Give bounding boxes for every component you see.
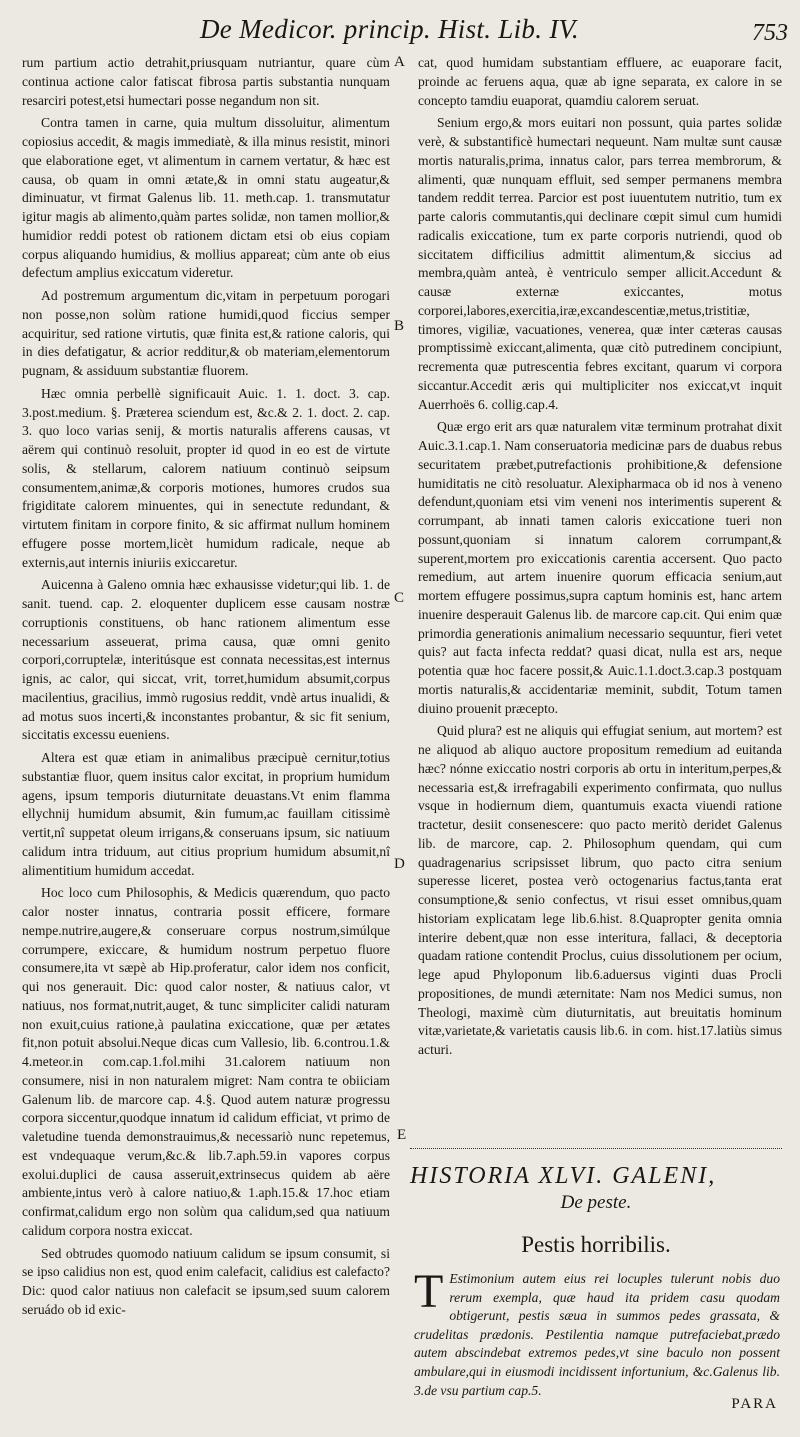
left-paragraph: Auicenna à Galeno omnia hæc exhausisse videtur;qui lib. 1. de sanit. tuend. cap. 2. eloquenter duplicem esse causam nostræ corruptionis constituens, ob hanc rationem alimentum esse necessarium asseuerat, prima causa, quæ omni genito corpori,corruptelæ, interitúsque est connata necessitas,est internus ignis, ac calor, qui siccat, vrit, torret,humidum absumit,corpus macilentius, gracilius, immò rugosius reddit, vndè artus inualidi, & ad motus suos incerti,& inconstantes probantur, & sic fit senium, siccitatis excessu eueniens. (22, 577, 390, 743)
right-column (418, 54, 782, 1064)
margin-letter-a: A (394, 54, 405, 70)
section-title: Pestis horribilis. (521, 1232, 671, 1257)
right-paragraph: Senium ergo,& mors euitari non possunt, quia partes solidæ verè, & substantificè humectari nequeunt. Nam multæ sunt causæ mortis naturalis,prima, innatus calor, pars terrea membrorum, & alimenti, quæ nunquam effluit, sed semper permanens membra tandem reddit terrea. Parcior est post iuuentutem nutritio, tum ex parte caloris commutantis,qui declinare cœpit simul cum humidi radicalis exiccatione, tum ex parte corporis nutriendi, quod ob siccitatem difficilius admittit alimentum,& siccius ad membra,quàm anteà, è ventriculo semper allicit.Accedunt & causæ externæ exiccantes, motus corporei,labores,exercitia,iræ,excandescentiæ,metus,tristitiæ, timores, vigiliæ, vacuationes, venerea, quæ inter cæteras causas promptissimè exiccant,alimenta, quæ citò putredinem concipiunt, recrementa quæ putrescentia febres excitant, quarum vi corpora siccantur.Accedit æris qui multipliciter nos exiccat,vt inquit Auerrhoës 6. collig.cap.4. (418, 115, 782, 412)
left-paragraph: Ad postremum argumentum dic,vitam in perpetuum porogari non posse,non solùm ratione humidi,quod ficcius semper acquiritur, sed ratione virtutis, quæ finita est,& ratione caloris, qui in dies defatigatur, & acrior redditur,& ob materiam,elementorum pugnam, & assiduum substantiæ fluorem. (22, 288, 390, 378)
right-paragraph: Quid plura? est ne aliquis qui effugiat senium, aut mortem? est ne aliquod ab aliquo auctore propositum remedium ad euitanda hæc? nónne exiccatio nostri corporis ab ortu in interitum,perpes,& necessaria est,& irrefragabili experimento confirmata, quo nullus vsque in hodiernum diem, quantumuis exacta viuendi ratione tractetur, desiit consenescere: quo pacto meritò deridet Galenus lib. de marcore, cap. 2. Philosophum quendam, qui cum quadragenarius scripsisset librum, quo pacto citra senium superesse liceret, postea verò octogenarius factus,tanta erat consumptione,& senio confectus, vt risui esset omnibus,quam historiam explicatam lege lib.6.hist. 8.Quapropter genita omnia interire debent,quæ non esse interitura, fallaci, & deceptoria quadam ratione contendit Proclus, cuius dissolutionem per ocium, lege apud Phyloponum lib.6.aduersus viginti duas Procli propositiones, de mundi æternitate: Nam nos Medici sumus, non Theologi, maximè cùm diuturnitatis, aut breuitatis hominum vitæ,varietate,& varietatis causis lib.6. in com. hist.17.latiùs simus acturi. (418, 723, 782, 1057)
left-column (22, 54, 390, 1324)
story-paragraph (414, 1265, 780, 1400)
margin-letter-e: E (397, 1127, 407, 1143)
left-paragraph: Contra tamen in carne, quia multum dissoluitur, alimentum copiosius accedit, & magis immediatè, & illa minus resistit, minori que elaboratione eget, vt alimentum in carnem vertatur, & hæc est causa, ob quam in omni ætate,& in omni statu augeatur,& diminuatur, vt firmat Galenus lib. 11. meth.cap. 1. transmutatur igitur magis ab alimento,quàm partes solidæ, non tamen mollior,& humidior reddi potest ob rationem dictam etsi ob eius copiam corpus aliquando humidius, & mollius appareat; cùm ante ob eius defectum amplius exiccatum videretur. (22, 115, 390, 281)
right-paragraph: Quæ ergo erit ars quæ naturalem vitæ terminum protrahat dixit Auic.3.1.cap.1. Nam conseruatoria medicinæ pars de duabus rebus securitatem præbet,putrefactionis prohibitione,& defensione humiditatis ne citò resoluatur. Alexipharmaca ob id nos à veneno defendunt,quoniam etsi vim veneni nos interimentis superent & corrumpant, ab innati tamen caloris exiccatione tueri non possunt,quoniam si innatum calorem corrumpant,& superent,mortem pro exiccationis carentia accersent. Quo pacto remedium, aut artem inuenire quorum efficacia senium,aut mortem effugere possimus,supra captum hominis est, hanc artem inuenire desperauit Galenus lib. de marcore cap.cit. Qui enim quæ primordia generationis animalium necessario sequuntur, fieri vetet quis? aut facta infecta reddat? quasi dicat, nulla est ars, neque potentia quæ hoc facere possit,& Auic.1.1.doct.3.cap.3 postquam mortis naturalis,& accidentariæ meminit, subdit, Totum tamen diuino prouenit præcepto. (418, 419, 782, 716)
catchword: PARA (731, 1396, 778, 1412)
margin-letter-b: B (394, 318, 405, 334)
margin-letter-c: C (394, 590, 405, 606)
left-paragraph: Altera est quæ etiam in animalibus præcipuè cernitur,totius substantiæ fluor, quem insitus calor excitat, in proprium humidum agens, ipsum temporis diuturnitate deuastans.Vt enim flamma ellychnij humidum absumit, &in fumum,ac fauillam citissimè vertit,nî suppetat oleum irrigans,& conseruans ipsum, sic natiuum calidum intra triduum, aut citius proprium humidum absumit,nî alimentitium humidum accedat. (22, 750, 390, 878)
right-paragraph: cat, quod humidam substantiam effluere, ac euaporare facit, proinde ac feruens aqua, quæ ab igne separata, ex calore in se concepto tamdiu euaporat, quamdiu calorem seruat. (418, 55, 782, 108)
section-divider (410, 1148, 782, 1150)
page-number: 753 (752, 20, 788, 46)
historia-subheading: De peste. (560, 1192, 632, 1213)
story-text: Estimonium autem eius rei locuples tulerunt nobis duo rerum exempla, quæ haud ita pridem casu quodam obtigerunt, pestis sæua in summos pedes grassata, & crudelitas prædonis. Pestilentia namque putrefaciebat,prædo autem abscindebat extremos pedes,vt sine baculo non possent ambulare,qui in eiusmodi incidissent infortunium, &c.Galenus lib. 3.de vsu partium cap.5. (414, 1271, 780, 1398)
left-paragraph: Sed obtrudes quomodo natiuum calidum se ipsum consumit, si se ipso calidius non est, quod enim calefacit, calidius est calefacto? Dic: quod calor natiuus non calefacit se ipsum,sed suum calorem seruádo ob id exic- (22, 1245, 390, 1317)
drop-cap: T (414, 1265, 444, 1318)
historia-heading: HISTORIA XLVI. GALENI, (410, 1163, 717, 1189)
left-paragraph: rum partium actio detrahit,priusquam nutriantur, quare cùm continua actione calor fatiscat fibrosa partis substantia nunquam resarciri potest,etsi humectari posse negandum non sit. (22, 55, 390, 108)
left-paragraph: Hæc omnia perbellè significauit Auic. 1. 1. doct. 3. cap. 3.post.medium. §. Præterea sciendum est, &c.& 2. 1. doct. 2. cap. 3. quo loco varias senij, & mortis naturalis afferens causas, vt aërem qui continuò resoluit, propter id quod in eo est de virtute solis, & stellarum, calorem natiuum continuò seipsum consumentem,animæ,& corporis motiones, humores crudos sua frigiditate calorem minuentes, qui in senectute redundant, & virtutem finitam in corpore finito, & sic affirmat nullum hominem effugere posse mortem,licèt humidum radicale, neque ab externis,aut internis iniuriis exiccaretur. (22, 385, 390, 570)
margin-letter-d: D (394, 856, 405, 872)
running-head: De Medicor. princip. Hist. Lib. IV. (200, 14, 579, 44)
left-paragraph: Hoc loco cum Philosophis, & Medicis quærendum, quo pacto calor noster innatus, contraria possit efficere, formare nempe.nutrire,augere,& conseruare corpus nostrum,simúlque corrumpere, exiccare, & humidum nostrum perpetuo fluore consumere,ita vt sæpè ab Hip.proferatur, calor idem nos conficit, qui nos generauit. Dic: quod calor noster, & natiuus calor, vt natiuus, nos format,nutrit,auget, & tunc simpliciter calidi naturam non exuit,cuius ratione,à paulatina exiccatione, quæ per ætates fit,non potuit absolui.Neque dicas cum Vallesio, lib. 6.controu.1.& 4.meteor.in com.cap.1.fol.mihi 31.calorem natiuum non consumere, nisi in non naturalem migret: Nam contra te obiiciam Galenum lib. de marcore cap. 4.§. Quod autem naturæ progressu corpora siccentur,quodque innatum id calidum efficiat, vt primo de valetudine tuenda demonstrauimus,& necessariò nunc repetemus, est vndequaque verum,&c.& lib.7.aph.59.in vapores corpus exolui.duplici de causa asseruit,extrinsecus quidem ab aëre ambiente,intus verò à calore natiuo,& 1.aph.15.& 17.hoc etiam confirmat,calidum ergo non solùm qua calidum,sed qua natiuum calidum corpora nostra exiccat. (22, 885, 390, 1238)
